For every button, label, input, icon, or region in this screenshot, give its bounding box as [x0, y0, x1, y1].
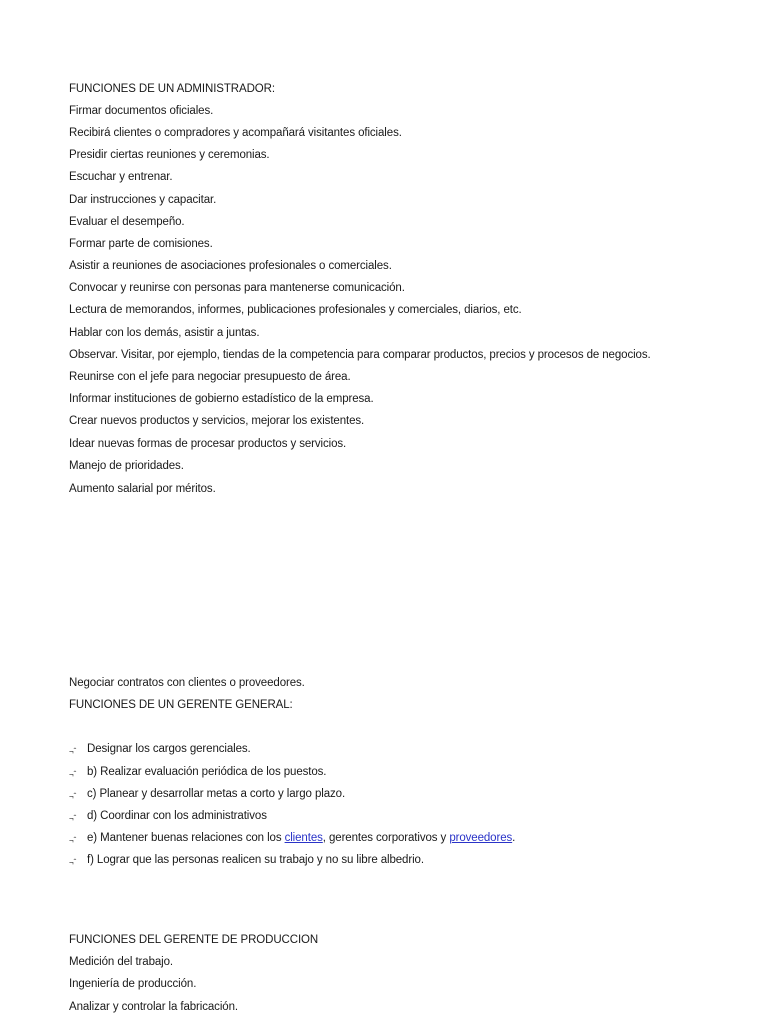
bullet-icon: ¬ˆ — [69, 792, 77, 801]
list-item: Asistir a reuniones de asociaciones profesionales o comerciales. — [69, 260, 392, 272]
list-item: Reunirse con el jefe para negociar presupuesto de área. — [69, 371, 351, 383]
list-item: Manejo de prioridades. — [69, 460, 184, 472]
list-item — [69, 787, 345, 804]
list-item: Presidir ciertas reuniones y ceremonias. — [69, 149, 270, 161]
list-item-text: . — [512, 832, 516, 844]
list-item — [69, 853, 424, 870]
list-item-text: e) Mantener buenas relaciones con los — [87, 832, 285, 844]
list-item: Medición del trabajo. — [69, 956, 174, 968]
list-item: Informar instituciones de gobierno estadístico de la empresa. — [69, 393, 374, 405]
list-item — [69, 765, 326, 782]
bullet-icon: ¬ˆ — [69, 836, 77, 845]
list-item — [69, 742, 251, 759]
list-item: Dar instrucciones y capacitar. — [69, 194, 217, 206]
list-item: Analizar y controlar la fabricación. — [69, 1001, 238, 1013]
list-item-text: f) Lograr que las personas realicen su trabajo y no su libre albedrio. — [87, 854, 424, 866]
list-item: Aumento salarial por méritos. — [69, 483, 216, 495]
bullet-icon: ¬ˆ — [69, 858, 77, 867]
list-item: Hablar con los demás, asistir a juntas. — [69, 327, 260, 339]
list-item: Lectura de memorandos, informes, publicaciones profesionales y comerciales, diarios, etc. — [69, 304, 522, 316]
list-item: Recibirá clientes o compradores y acompañará visitantes oficiales. — [69, 127, 402, 139]
bullet-icon: ¬ˆ — [69, 770, 77, 779]
list-item-text: c) Planear y desarrollar metas a corto y largo plazo. — [87, 788, 346, 800]
bullet-icon: ¬ˆ — [69, 747, 77, 756]
list-item: Crear nuevos productos y servicios, mejorar los existentes. — [69, 415, 365, 427]
list-item: Firmar documentos oficiales. — [69, 105, 214, 117]
list-item — [69, 831, 515, 848]
section-title-gerente-general: FUNCIONES DE UN GERENTE GENERAL: — [69, 699, 293, 711]
list-item: Observar. Visitar, por ejemplo, tiendas de la competencia para comparar productos, precios y procesos de negocios. — [69, 349, 651, 361]
list-item-text: Designar los cargos gerenciales. — [87, 743, 251, 755]
clientes-link[interactable]: clientes — [284, 832, 323, 844]
list-item: Convocar y reunirse con personas para mantenerse comunicación. — [69, 282, 405, 294]
bullet-icon: ¬ˆ — [69, 814, 77, 823]
list-item — [69, 809, 267, 826]
list-item-text: , gerentes corporativos y — [322, 832, 450, 844]
section-title-gerente-produccion: FUNCIONES DEL GERENTE DE PRODUCCION — [69, 934, 319, 946]
list-item: Idear nuevas formas de procesar productos y servicios. — [69, 438, 347, 450]
list-item: Escuchar y entrenar. — [69, 171, 173, 183]
list-item-text: d) Coordinar con los administrativos — [87, 810, 267, 822]
section-title-administrador: FUNCIONES DE UN ADMINISTRADOR: — [69, 83, 275, 95]
proveedores-link[interactable]: proveedores — [449, 832, 513, 844]
list-item: Evaluar el desempeño. — [69, 216, 185, 228]
list-item: Formar parte de comisiones. — [69, 238, 213, 250]
intro-line: Negociar contratos con clientes o proveedores. — [69, 677, 305, 689]
list-item-text: b) Realizar evaluación periódica de los puestos. — [87, 766, 327, 778]
list-item: Ingeniería de producción. — [69, 978, 197, 990]
